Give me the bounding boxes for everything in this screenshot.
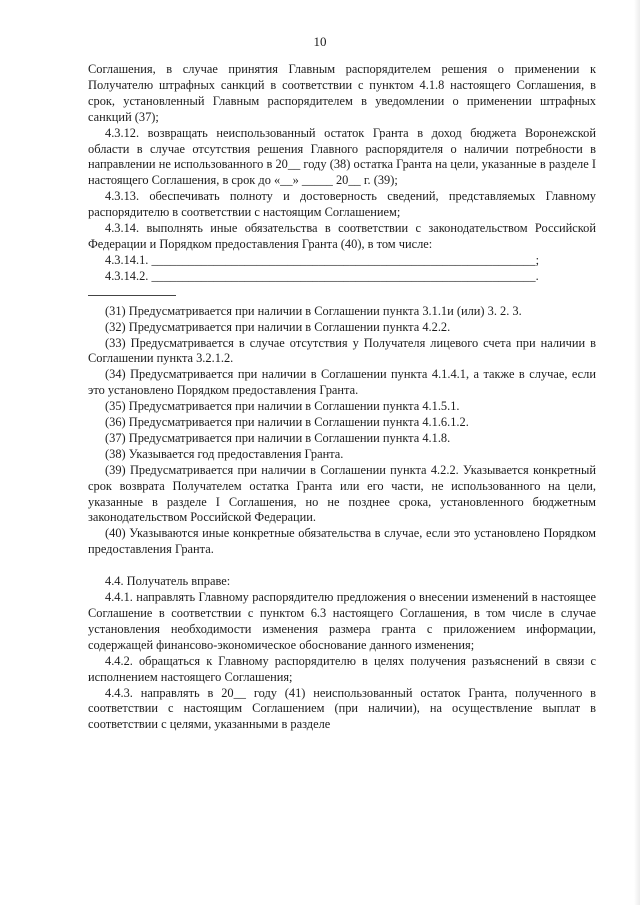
section-4-4 (88, 574, 596, 733)
document-body (88, 62, 596, 733)
footnote-separator (88, 295, 176, 296)
footnote-31: (31) Предусматривается при наличии в Соглашении пункта 3.1.1и (или) 3. 2. 3. (105, 303, 522, 318)
scan-edge-shadow (634, 0, 640, 905)
paragraph-continuation: Соглашения, в случае принятия Главным распорядителем решения о применении к Получателю штрафных санкций в соответствии с пунктом 4.1.8 настоящего Соглашения, в срок, установленный Главным распорядителем в уведомлении о применении штрафных санкций (37); (88, 62, 596, 124)
footnote-36: (36) Предусматривается при наличии в Соглашении пункта 4.1.6.1.2. (105, 415, 469, 430)
paragraph-4-4-1: 4.4.1. направлять Главному распорядителю предложения о внесении изменений в настоящее Соглашение в соответствии с пунктом 6.3 настоящего Соглашения, в том числе в случае установления необходимости изменения размера гранта с приложением информации, содержащей финансово-экономическое обоснование данного изменения; (88, 590, 596, 652)
footnote-35: (35) Предусматривается при наличии в Соглашении пункта 4.1.5.1. (105, 399, 460, 414)
footnote-32: (32) Предусматривается при наличии в Соглашении пункта 4.2.2. (105, 319, 451, 334)
paragraph-4-3-14: 4.3.14. выполнять иные обязательства в соответствии с законодательством Российской Федерации и Порядком предоставления Гранта (40), в том числе: (88, 221, 596, 251)
paragraph-4-4-2: 4.4.2. обращаться к Главному распорядителю в целях получения разъяснений в связи с исполнением настоящего Соглашения; (88, 653, 596, 684)
footnote-37: (37) Предусматривается при наличии в Соглашении пункта 4.1.8. (105, 430, 451, 445)
paragraph-4-3-13: 4.3.13. обеспечивать полноту и достоверность сведений, представляемых Главному распорядителю в соответствии с настоящим Соглашением; (88, 189, 596, 220)
footnote-33: (33) Предусматривается в случае отсутствия у Получателя лицевого счета при наличии в Соглашении пункта 3.2.1.2. (88, 335, 596, 366)
paragraph-4-3-12: 4.3.12. возвращать неиспользованный остаток Гранта в доход бюджета Воронежской области в случае отсутствия решения Главного распорядителя о наличии потребности в направлении не использованного в 20__ году (38) остатка Гранта на цели, указанные в разделе I настоящего Соглашения, в срок до «__» _____ 20__ г. (39); (88, 125, 596, 188)
footnote-40: (40) Указываются иные конкретные обязательства в случае, если это установлено Порядком предоставления Гранта. (88, 526, 596, 557)
paragraph-4-3-14-1: 4.3.14.1. ______________________________________________________________; (105, 252, 540, 267)
paragraph-4-3-14-2: 4.3.14.2. ______________________________________________________________. (105, 268, 539, 283)
footnote-39: (39) Предусматривается при наличии в Соглашении пункта 4.2.2. Указывается конкретный срок возврата Получателем остатка Гранта или его части, не использованного на цели, указанные в разделе I Соглашения, но не позднее срока, установленного бюджетным законодательством Российской Федерации. (88, 462, 596, 525)
footnote-34: (34) Предусматривается при наличии в Соглашении пункта 4.1.4.1, а также в случае, если это установлено Порядком предоставления Гранта. (88, 367, 596, 398)
page-number: 10 (313, 34, 327, 49)
footnote-38: (38) Указывается год предоставления Гранта. (105, 446, 344, 461)
section-4-4-heading: 4.4. Получатель вправе: (105, 574, 231, 589)
footnotes (88, 304, 596, 559)
paragraph-4-4-3: 4.4.3. направлять в 20__ году (41) неиспользованный остаток Гранта, полученного в соответствии с настоящим Соглашением (при наличии), на осуществление выплат в соответствии с целями, указанными в разделе (88, 685, 596, 732)
